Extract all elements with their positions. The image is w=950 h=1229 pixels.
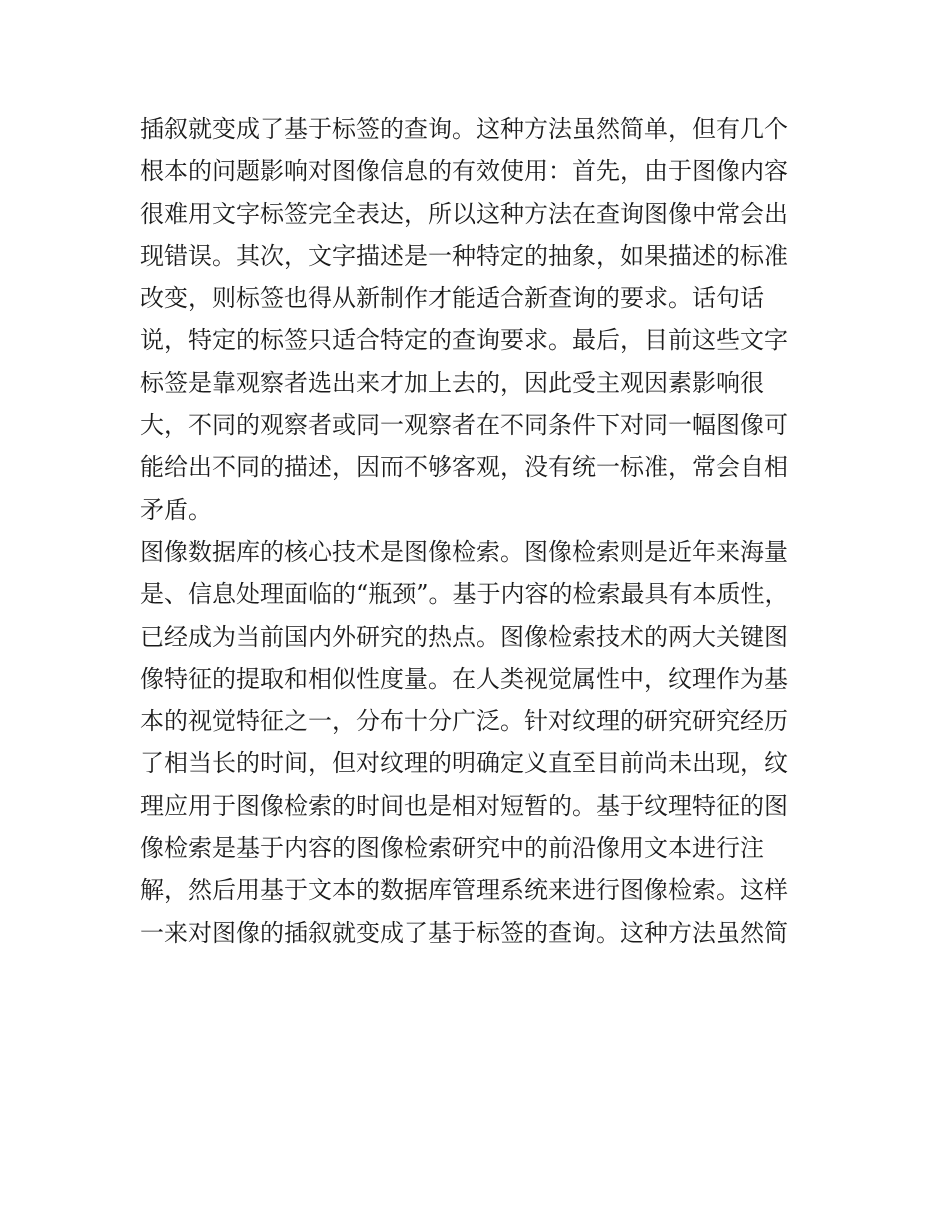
text-line: 改变，则标签也得从新制作才能适合新查询的要求。话句话: [140, 284, 764, 313]
text-line: 像特征的提取和相似性度量。在人类视觉属性中，纹理作为基: [140, 664, 788, 693]
text-line: 现错误。其次，文字描述是一种特定的抽象，如果描述的标准: [140, 241, 788, 270]
text-line: 了相当长的时间，但对纹理的明确定义直至目前尚未出现，纹: [140, 749, 788, 778]
text-line: 大，不同的观察者或同一观察者在不同条件下对同一幅图像可: [140, 411, 788, 440]
text-line: 图像数据库的核心技术是图像检索。图像检索则是近年来海量: [140, 537, 788, 566]
text-line: 像检索是基于内容的图像检索研究中的前沿像用文本进行注: [140, 834, 764, 863]
text-line: 解，然后用基于文本的数据库管理系统来进行图像检索。这样: [140, 876, 788, 905]
text-line: 矛盾。: [140, 495, 212, 524]
text-line: 根本的问题影响对图像信息的有效使用：首先，由于图像内容: [140, 157, 788, 186]
text-line: 一来对图像的插叙就变成了基于标签的查询。这种方法虽然简: [140, 918, 788, 947]
text-line: 说，特定的标签只适合特定的查询要求。最后，目前这些文字: [140, 326, 788, 355]
body-text: [140, 108, 820, 954]
text-line: 标签是靠观察者选出来才加上去的，因此受主观因素影响很: [140, 368, 764, 397]
text-line: 很难用文字标签完全表达，所以这种方法在查询图像中常会出: [140, 199, 788, 228]
text-line: 能给出不同的描述，因而不够客观，没有统一标准，常会自相: [140, 453, 788, 482]
text-line: 是、信息处理面临的“瓶颈”。基于内容的检索最具有本质性，: [140, 580, 789, 609]
text-line: 插叙就变成了基于标签的查询。这种方法虽然简单，但有几个: [140, 115, 788, 143]
text-line: 理应用于图像检索的时间也是相对短暂的。基于纹理特征的图: [140, 791, 788, 820]
text-line: 已经成为当前国内外研究的热点。图像检索技术的两大关键图: [140, 622, 788, 651]
text-line: 本的视觉特征之一，分布十分广泛。针对纹理的研究研究经历: [140, 707, 788, 736]
